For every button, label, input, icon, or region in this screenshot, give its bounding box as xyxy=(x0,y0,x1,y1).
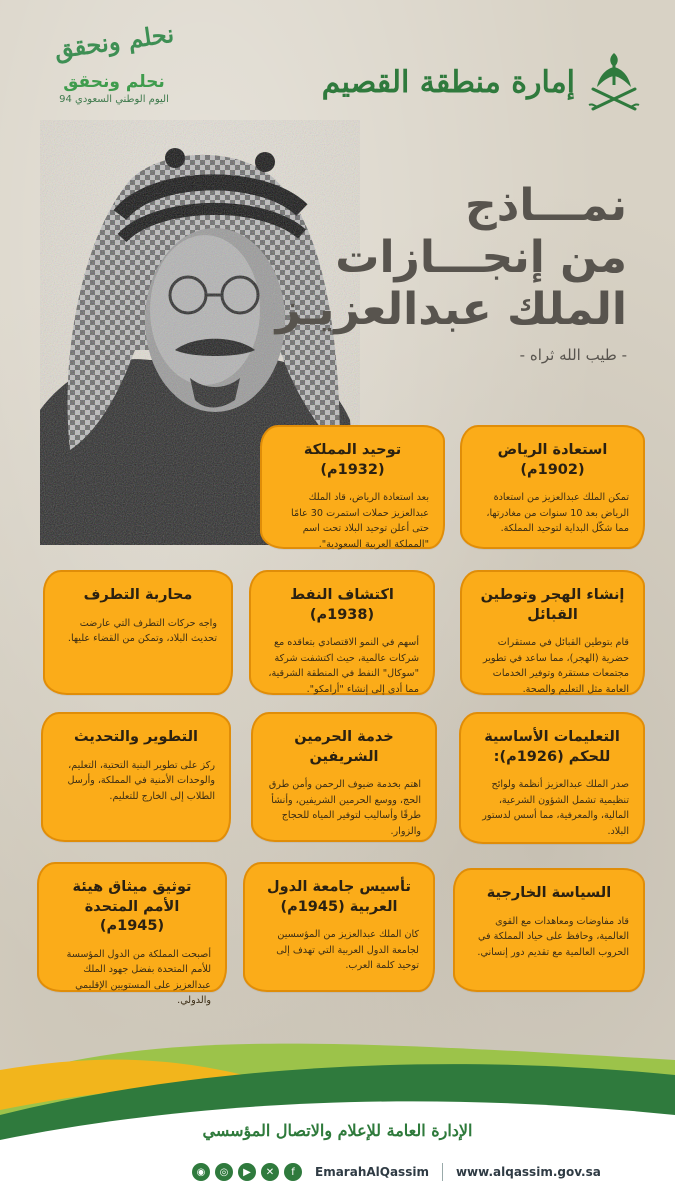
card-foreign-policy xyxy=(453,868,645,992)
card-un-charter xyxy=(37,862,227,1007)
card-riyadh xyxy=(460,425,645,549)
instagram-icon[interactable]: ◎ xyxy=(215,1163,233,1181)
card-body: صدر الملك عبدالعزيز أنظمة ولوائح تنظيمية تشمل الشؤون الشرعية، المالية، والمعرفية، مما أسس لدستور البلاد. xyxy=(482,779,629,837)
card-body: اهتم بخدمة ضيوف الرحمن وأمن طرق الحج، ووسع الحرمين الشريفين، وأنشأ طرقًا وأساليب لتوفير المياه للحجاج والزوار. xyxy=(268,779,421,837)
title-line-1: نمـــاذج xyxy=(465,180,627,231)
card-heading: تأسيس جامعة الدول العربية (1945م) xyxy=(267,879,411,915)
card-development xyxy=(41,712,231,842)
card-heading: محاربة التطرف xyxy=(83,587,193,603)
saudi-emblem-icon xyxy=(585,49,643,115)
national-day-logo xyxy=(44,20,184,120)
card-body: أصبحت المملكة من الدول المؤسسة للأمم المتحدة بفضل جهود الملك عبدالعزيز على المستويين الإقليمي والدولي. xyxy=(66,948,211,1007)
card-two-holy-mosques xyxy=(251,712,437,842)
card-body: أسهم في النمو الاقتصادي بتعاقده مع شركات عالمية، حيث اكتشفت شركة "سوكال" النفط في المنطقة الشرقية، مما أدى إلى إنشاء "أرامكو". xyxy=(268,637,419,695)
card-body: قاد مفاوضات ومعاهدات مع القوى العالمية، وحافظ على حياد المملكة في الحروب العالمية مع تقديم دور إنساني. xyxy=(477,915,629,958)
x-icon[interactable]: ✕ xyxy=(261,1163,279,1181)
org-logo xyxy=(321,42,643,122)
national-day-mark: نحلم ونحقق xyxy=(52,18,176,65)
card-hijar xyxy=(460,570,645,695)
title-line-2: من إنجـــازات xyxy=(335,231,627,283)
facebook-icon[interactable]: f xyxy=(284,1163,302,1181)
national-day-tagline: نحلم ونحقق xyxy=(63,72,165,92)
card-body: ركز على تطوير البنية التحتية، التعليم، والوحدات الأمنية في المملكة، وأرسل الطلاب إلى الخارج للتعليم. xyxy=(67,759,215,802)
card-heading: خدمة الحرمين الشريفين xyxy=(294,729,394,765)
divider xyxy=(442,1163,443,1181)
card-extremism xyxy=(43,570,233,695)
card-unification xyxy=(260,425,445,549)
title-line-3: الملك عبدالعزيـز xyxy=(275,283,627,335)
card-body: تمكن الملك عبدالعزيز من استعادة الرياض بعد 10 سنوات من مغادرتها، مما شكّل البداية لتوحيد المملكة. xyxy=(486,492,629,535)
footer-org-name: الإدارة العامة للإعلام والاتصال المؤسسي xyxy=(202,1121,473,1140)
youtube-icon[interactable]: ▶ xyxy=(238,1163,256,1181)
card-heading: السياسة الخارجية xyxy=(486,885,612,901)
card-heading: توحيد المملكة (1932م) xyxy=(303,442,402,478)
card-heading: استعادة الرياض (1902م) xyxy=(497,442,608,478)
card-heading: التطوير والتحديث xyxy=(73,729,199,745)
title-block xyxy=(275,180,627,364)
title-subtitle: - طيب الله ثراه - xyxy=(519,345,627,364)
card-oil xyxy=(249,570,435,695)
card-heading: إنشاء الهجر وتوطين القبائل xyxy=(480,587,625,623)
social-handle[interactable]: EmarahAlQassim xyxy=(315,1165,429,1179)
website-link[interactable]: www.alqassim.gov.sa xyxy=(455,1165,601,1179)
card-heading: التعليمات الأساسية للحكم (1926م): xyxy=(484,729,620,765)
snapchat-icon[interactable]: ◉ xyxy=(192,1163,210,1181)
card-instructions xyxy=(459,712,645,844)
org-name: إمارة منطقة القصيم xyxy=(321,64,575,100)
card-body: كان الملك عبدالعزيز من المؤسسين لجامعة الدول العربية التي تهدف إلى توحيد كلمة العرب. xyxy=(276,929,419,972)
national-day-subtitle: اليوم الوطني السعودي 94 xyxy=(59,94,169,105)
card-body: قام بتوطين القبائل في مستقرات حضرية (الهجر)، مما ساعد في تطوير مجتمعات مستقرة وتوفير الخدمات العامة مثل التعليم والصحة. xyxy=(482,637,629,695)
card-arab-league xyxy=(243,862,435,992)
card-body: واجه حركات التطرف التي عارضت تحديث البلاد، وتمكن من القضاء عليها. xyxy=(67,617,217,645)
footer-contact-bar xyxy=(180,1154,650,1190)
card-body: بعد استعادة الرياض، قاد الملك عبدالعزيز حملات استمرت 30 عامًا حتى أعلن توحيد البلاد تحت اسم "المملكة العربية السعودية". xyxy=(291,492,429,550)
card-heading: توثيق ميثاق هيئة الأمم المتحدة (1945م) xyxy=(72,879,192,935)
card-heading: اكتشاف النفط (1938م) xyxy=(290,587,394,623)
